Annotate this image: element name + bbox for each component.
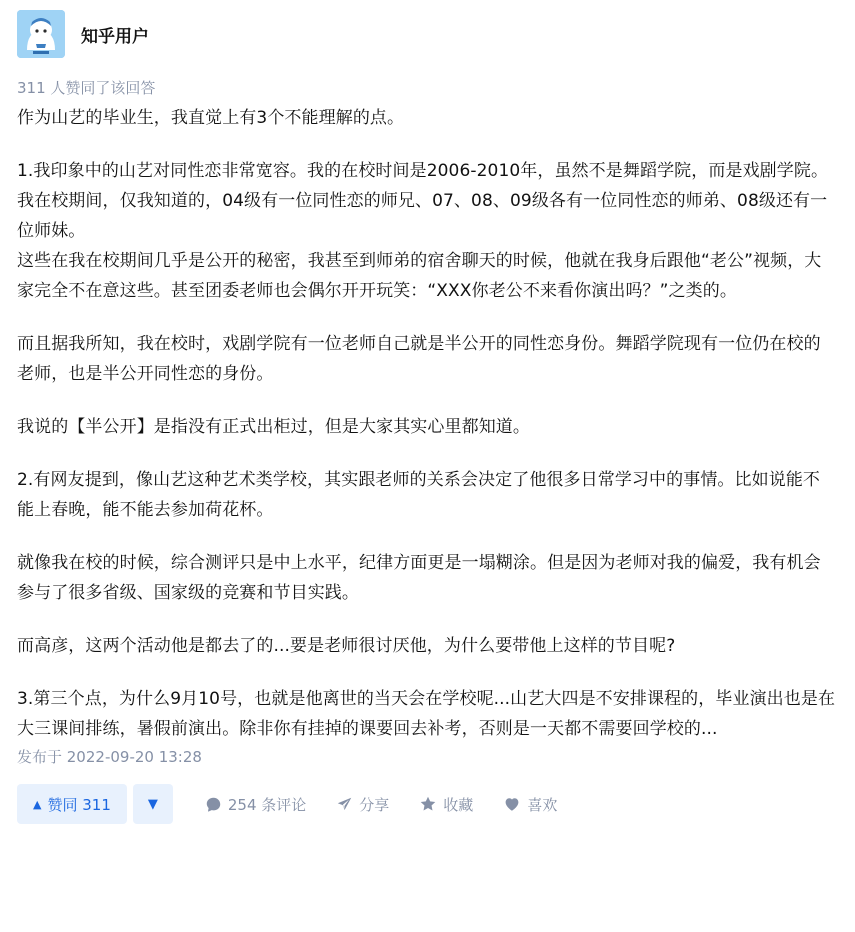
- content-paragraph: 而且据我所知，我在校时，戏剧学院有一位老师自己就是半公开的同性恋身份。舞蹈学院现有一位仍在校的老师，也是半公开同性恋的身份。: [17, 334, 821, 384]
- comment-label: 254 条评论: [227, 795, 307, 814]
- content-paragraph: 3.第三个点，为什么9月10号，也就是他离世的当天会在学校呢...山艺大四是不安排课程的，毕业演出也是在大三课间排练，暑假前演出。除非你有挂掉的课要回去补考，否则是一天都不需要回学校的...: [17, 689, 836, 739]
- publish-time[interactable]: 发布于 2022-09-20 13:28: [17, 748, 202, 766]
- triangle-down-icon: ▼: [147, 796, 158, 812]
- content-paragraph: 而高彦，这两个活动他是都去了的...要是老师很讨厌他，为什么要带他上这样的节目呢?: [17, 636, 676, 656]
- default-avatar-icon: [17, 10, 65, 58]
- heart-icon: [503, 795, 521, 813]
- content-paragraph: 我说的【半公开】是指没有正式出柜过，但是大家其实心里都知道。: [17, 417, 530, 437]
- content-paragraph: 作为山艺的毕业生，我直觉上有3个不能理解的点。: [17, 108, 405, 128]
- vote-up-label: 赞同 311: [47, 795, 111, 814]
- answer-card: [17, 10, 837, 824]
- answer-content: [17, 103, 837, 744]
- triangle-up-icon: ▲: [33, 797, 42, 811]
- comment-button[interactable]: [205, 794, 306, 815]
- star-icon: [419, 795, 437, 813]
- content-paragraph: 就像我在校的时候，综合测评只是中上水平，纪律方面更是一塌糊涂。但是因为老师对我的偏爱，我有机会参与了很多省级、国家级的竞赛和节目实践。: [17, 553, 821, 603]
- share-icon: [336, 796, 353, 813]
- action-bar: [17, 784, 837, 824]
- vote-down-button[interactable]: [133, 784, 173, 824]
- content-paragraph: 这些在我在校期间几乎是公开的秘密，我甚至到师弟的宿舍聊天的时候，他就在我身后跟他“老公”视频，大家完全不在意这些。甚至团委老师也会偶尔开开玩笑：“XXX你老公不来看你演出吗？”之类的。: [17, 251, 822, 301]
- share-button[interactable]: [336, 794, 389, 815]
- author-name[interactable]: 知乎用户: [81, 26, 149, 47]
- like-label: 喜欢: [527, 795, 558, 814]
- vote-up-button[interactable]: [17, 784, 127, 824]
- favorite-label: 收藏: [443, 795, 474, 814]
- author-info: [17, 10, 837, 58]
- comment-icon: [205, 796, 222, 813]
- vote-count-info: 311 人赞同了该回答: [17, 79, 156, 97]
- like-button[interactable]: [503, 794, 557, 815]
- content-paragraph: 1.我印象中的山艺对同性恋非常宽容。我的在校时间是2006-2010年，虽然不是舞蹈学院，而是戏剧学院。我在校期间，仅我知道的，04级有一位同性恋的师兄、07、08、09级各有一位同性恋的师弟、08级还有一位师妹。: [17, 161, 829, 241]
- share-label: 分享: [359, 795, 390, 814]
- avatar[interactable]: [17, 10, 65, 58]
- favorite-button[interactable]: [419, 794, 473, 815]
- content-paragraph: 2.有网友提到，像山艺这种艺术类学校，其实跟老师的关系会决定了他很多日常学习中的事情。比如说能不能上春晚，能不能去参加荷花杯。: [17, 470, 821, 520]
